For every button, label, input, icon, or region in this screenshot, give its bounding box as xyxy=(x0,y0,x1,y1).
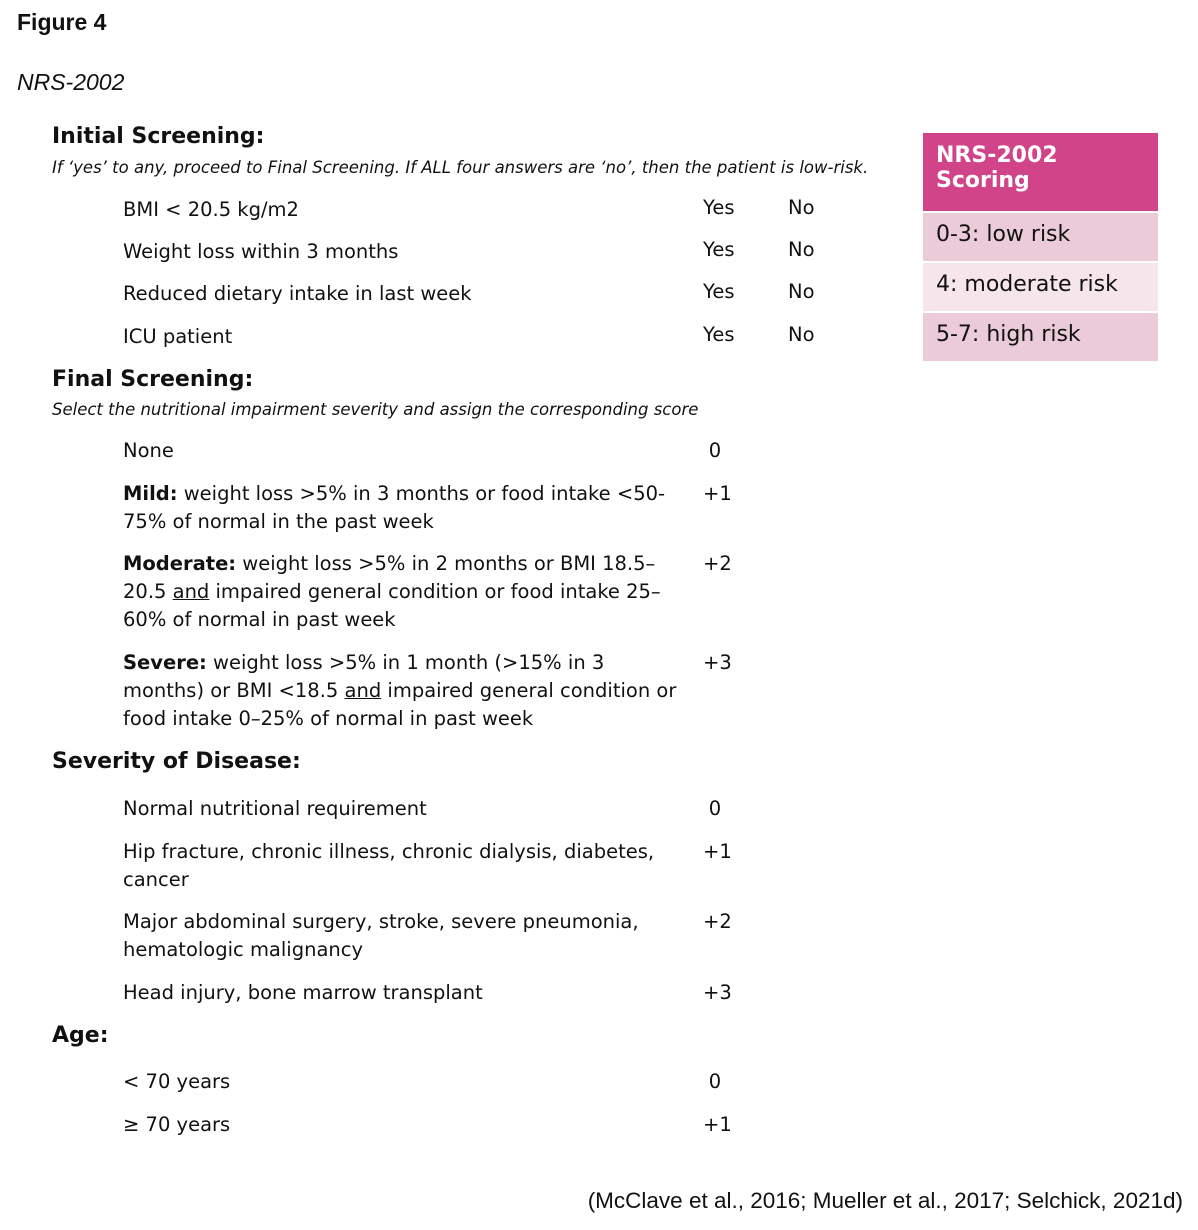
disease-item-head-injury-score: +3 xyxy=(703,981,732,1004)
moderate-label: Moderate: xyxy=(123,552,237,575)
final-item-mild xyxy=(123,480,683,536)
initial-item-weight-loss-yes: Yes xyxy=(703,238,735,261)
age-heading: Age: xyxy=(52,1023,109,1048)
scoring-panel xyxy=(923,133,1158,363)
mild-text: weight loss >5% in 3 months or food intake <50-75% of normal in the past week xyxy=(123,482,666,533)
initial-item-bmi-no: No xyxy=(788,196,815,219)
initial-screening-note: If ‘yes’ to any, proceed to Final Screening. If ALL four answers are ‘no’, then the patient is low-risk. xyxy=(52,158,869,177)
scoring-row-high-risk: 5-7: high risk xyxy=(923,313,1158,363)
initial-item-icu-no: No xyxy=(788,323,815,346)
initial-item-weight-loss: Weight loss within 3 months xyxy=(123,240,399,263)
initial-screening-heading: Initial Screening: xyxy=(52,124,265,149)
disease-item-major-score: +2 xyxy=(703,910,732,933)
figure-label: Figure 4 xyxy=(17,9,107,35)
disease-item-major: Major abdominal surgery, stroke, severe pneumonia, hematologic malignancy xyxy=(123,910,639,961)
moderate-and: and xyxy=(172,580,210,603)
severe-and: and xyxy=(344,679,382,702)
moderate-text-1: weight loss >5% in 2 months or BMI 18.5–20.5 xyxy=(123,552,656,603)
severe-text-1: weight loss >5% in 1 month (>15% in 3 months) or BMI <18.5 xyxy=(123,651,605,702)
scoring-panel-title: NRS-2002 Scoring xyxy=(923,133,1158,213)
disease-item-chronic-score: +1 xyxy=(703,840,732,863)
figure-subtitle: NRS-2002 xyxy=(17,69,125,95)
final-item-moderate xyxy=(123,550,683,634)
initial-item-dietary-intake: Reduced dietary intake in last week xyxy=(123,282,472,305)
scoring-row-moderate-risk: 4: moderate risk xyxy=(923,263,1158,313)
moderate-text-2: impaired general condition or food intake 25–60% of normal in past week xyxy=(123,580,661,631)
scoring-row-low-risk: 0-3: low risk xyxy=(923,213,1158,263)
initial-item-bmi: BMI < 20.5 kg/m2 xyxy=(123,198,299,221)
final-screening-note: Select the nutritional impairment severity and assign the corresponding score xyxy=(52,400,699,419)
mild-label: Mild: xyxy=(123,482,178,505)
final-screening-heading: Final Screening: xyxy=(52,367,254,392)
age-item-under-70: < 70 years xyxy=(123,1070,231,1093)
initial-item-dietary-intake-yes: Yes xyxy=(703,280,735,303)
age-item-70-plus: ≥ 70 years xyxy=(123,1113,231,1136)
initial-item-bmi-yes: Yes xyxy=(703,196,735,219)
final-item-moderate-score: +2 xyxy=(703,552,732,575)
final-item-none: None xyxy=(123,439,174,462)
final-item-none-score: 0 xyxy=(708,439,722,462)
final-item-severe xyxy=(123,649,683,733)
final-item-severe-score: +3 xyxy=(703,651,732,674)
severe-label: Severe: xyxy=(123,651,207,674)
age-item-70-plus-score: +1 xyxy=(703,1113,732,1136)
disease-item-head-injury: Head injury, bone marrow transplant xyxy=(123,981,483,1004)
disease-item-normal: Normal nutritional requirement xyxy=(123,797,427,820)
initial-item-weight-loss-no: No xyxy=(788,238,815,261)
initial-item-dietary-intake-no: No xyxy=(788,280,815,303)
initial-item-icu: ICU patient xyxy=(123,325,233,348)
citation: (McClave et al., 2016; Mueller et al., 2017; Selchick, 2021d) xyxy=(587,1188,1183,1213)
initial-item-icu-yes: Yes xyxy=(703,323,735,346)
severe-text-2: impaired general condition or food intake 0–25% of normal in past week xyxy=(123,679,677,730)
disease-item-chronic: Hip fracture, chronic illness, chronic dialysis, diabetes, cancer xyxy=(123,840,655,891)
disease-item-normal-score: 0 xyxy=(708,797,722,820)
age-item-under-70-score: 0 xyxy=(708,1070,722,1093)
final-item-mild-score: +1 xyxy=(703,482,732,505)
disease-heading: Severity of Disease: xyxy=(52,749,301,774)
